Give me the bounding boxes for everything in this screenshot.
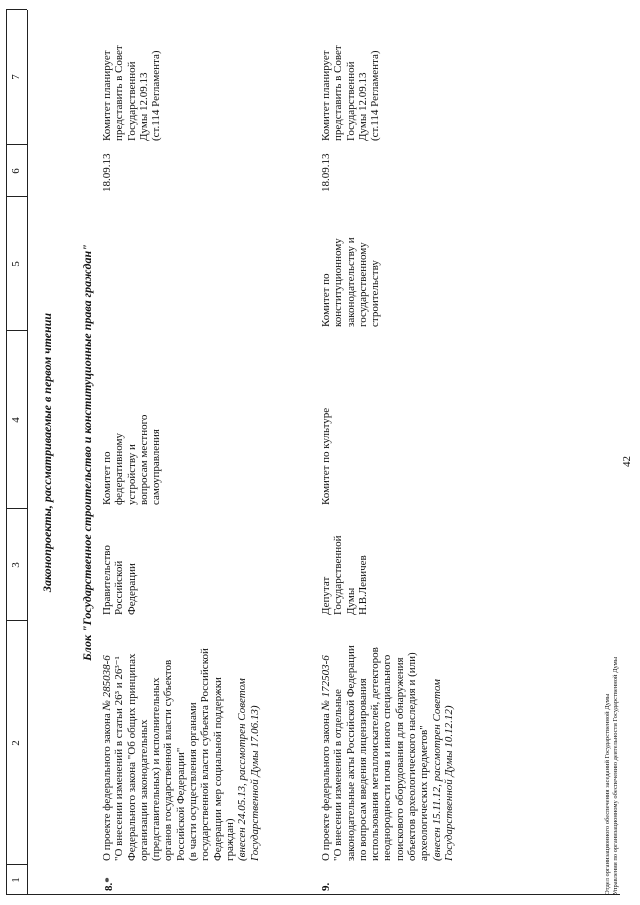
table-top-border xyxy=(6,10,7,895)
bill-line: неоднородности почв и иного специального xyxy=(381,654,394,861)
bill-line: организации законодательных xyxy=(137,719,150,861)
row-9-committee: Комитет по культуре xyxy=(320,407,332,505)
col-number-1: 1 xyxy=(10,877,22,883)
bill-line: археологических предметов" xyxy=(418,725,431,861)
row-8-date: 18.09.13 xyxy=(101,153,113,192)
col-divider-4 xyxy=(6,330,27,331)
col-divider-3 xyxy=(6,508,27,509)
col-divider-5 xyxy=(6,196,27,197)
bill-line: использования металлоискателей, детекторов xyxy=(369,647,382,861)
bill-line: (представительных) и исполнительных xyxy=(150,677,163,861)
bill-line: государственной власти субъекта Российской xyxy=(199,648,212,861)
bill-line: (внесен 15.11.12, рассмотрен Советом xyxy=(430,679,443,861)
row-9-co-committee: Комитет по конституционному законодательству и государственному строительству xyxy=(320,237,382,327)
page-number: 42 xyxy=(621,456,633,467)
col-divider-6 xyxy=(6,144,27,145)
col-number-6: 6 xyxy=(10,168,22,174)
bill-line: "О внесении изменений в статьи 26³ и 26³⁻¹ xyxy=(113,656,126,861)
bill-line: законодательные акты Российской Федерации xyxy=(344,645,357,861)
table-right-border xyxy=(6,9,27,10)
row-8-bill-text xyxy=(101,625,261,861)
row-9-number: 9. xyxy=(320,882,332,891)
block-heading: Блок "Государственное строительство и конституционные права граждан" xyxy=(80,244,94,661)
row-9-bill-text xyxy=(320,625,455,861)
footer-line: Отдел организационного обеспечения заседаний Государственной Думы xyxy=(604,693,611,895)
bill-line: Федерации мер социальной поддержки xyxy=(211,677,224,861)
col-divider-2 xyxy=(6,620,27,621)
bill-line: Федерального закона "Об общих принципах xyxy=(125,653,138,861)
row-9-date: 18.09.13 xyxy=(320,153,332,192)
bill-line: Государственной Думы 10.12.12) xyxy=(442,705,455,861)
bill-line: "О внесении изменений в отдельные xyxy=(332,689,345,861)
col-number-7: 7 xyxy=(10,74,22,80)
row-8-note: Комитет планирует представить в Совет Государственной Думы 12.09.13 (ст.114 Регламента) xyxy=(101,45,163,141)
section-heading: Законопроекты, рассматриваемые в первом чтении xyxy=(40,312,54,593)
row-9-initiator: Депутат Государственной Думы Н.В.Левичев xyxy=(320,535,369,615)
bill-line: О проекте федерального закона № 172503-6 xyxy=(320,655,332,861)
row-8-number: 8.* xyxy=(103,877,115,891)
bill-line: по вопросам введения лицензирования xyxy=(356,678,369,861)
bill-line: (в части осуществления органами xyxy=(187,702,200,861)
bill-line: органов государственной власти субъектов xyxy=(162,659,175,861)
table-header-bottom-border xyxy=(27,10,28,895)
row-8-committee: Комитет по федеративному устройству и вопросам местного самоуправления xyxy=(101,414,163,505)
row-8-initiator: Правительство Российской Федерации xyxy=(101,545,138,615)
bill-line: О проекте федерального закона № 285038-6 xyxy=(101,655,113,861)
col-number-3: 3 xyxy=(10,562,22,568)
footer xyxy=(604,657,620,895)
bill-line: Государственной Думы 17.06.13) xyxy=(248,705,261,861)
bill-line: (внесен 24.05.13, рассмотрен Советом xyxy=(236,678,249,861)
row-9-note: Комитет планирует представить в Совет Государственной Думы 12.09.13 (ст.114 Регламента) xyxy=(320,45,382,141)
footer-line: Управления по организационному обеспечению деятельности Государственной Думы xyxy=(612,656,619,895)
bill-line: Российской Федерации" xyxy=(174,747,187,861)
col-number-4: 4 xyxy=(10,417,22,423)
bill-line: объектов археологического наследия и (или) xyxy=(406,652,419,861)
bill-line: поискового оборудования для обнаружения xyxy=(393,657,406,861)
col-number-2: 2 xyxy=(10,740,22,746)
table-left-border xyxy=(6,894,620,895)
col-number-5: 5 xyxy=(10,261,22,267)
bill-line: граждан) xyxy=(223,818,236,861)
